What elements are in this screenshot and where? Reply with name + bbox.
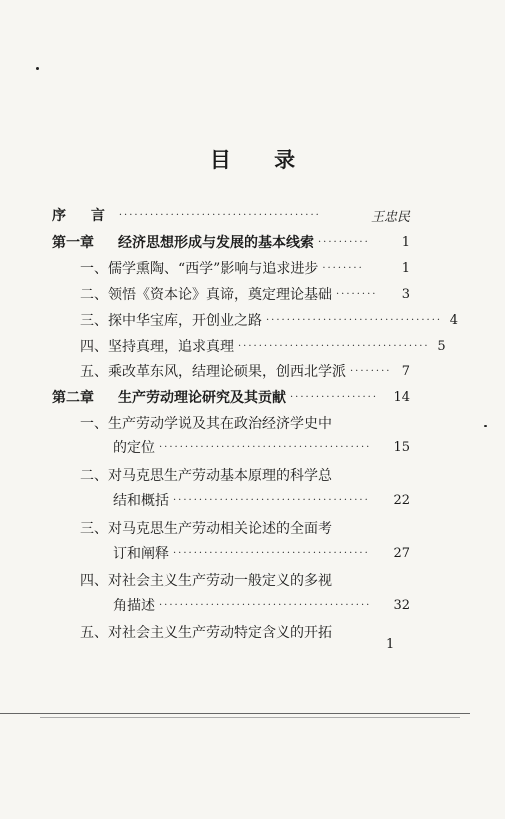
toc-entry-row bbox=[113, 540, 410, 566]
leader-dots: ········································· bbox=[159, 441, 372, 453]
section-title: 乘改革东风，结理论硕果，创西北学派 bbox=[108, 364, 346, 380]
section-title-continued: 角描述 bbox=[113, 598, 155, 614]
page-ref: 7 bbox=[401, 363, 410, 379]
page-ref: 1 bbox=[401, 234, 410, 250]
section-title: 生产劳动学说及其在政治经济学史中 bbox=[108, 416, 332, 432]
toc-entry-row bbox=[80, 619, 410, 645]
chapter-label: 第二章 bbox=[52, 390, 94, 406]
section-number: 二、 bbox=[80, 468, 108, 484]
chapter-label: 第一章 bbox=[52, 235, 94, 251]
page-ref: 14 bbox=[393, 389, 410, 405]
section-title: 对马克思生产劳动相关论述的全面考 bbox=[108, 521, 332, 537]
leader-dots: ·································· bbox=[266, 314, 443, 326]
section-title: 坚持真理，追求真理 bbox=[108, 339, 234, 355]
chapter-title: 经济思想形成与发展的基本线索 bbox=[118, 235, 314, 251]
toc-entry-row bbox=[80, 255, 410, 281]
page-title: 目 录 bbox=[209, 147, 314, 172]
toc-entry-row bbox=[113, 487, 410, 513]
section-title: 对社会主义生产劳动一般定义的多视 bbox=[108, 573, 332, 589]
section-title: 儒学熏陶、“西学”影响与追求进步 bbox=[108, 261, 319, 277]
leader-dots: ·········· bbox=[318, 236, 370, 248]
toc-entry-row bbox=[80, 307, 459, 333]
toc-entry-row bbox=[80, 567, 410, 593]
section-title: 领悟《资本论》真谛，奠定理论基础 bbox=[108, 287, 332, 303]
scan-speck bbox=[484, 425, 487, 427]
page-ref: 1 bbox=[401, 260, 410, 276]
toc-entry-row bbox=[80, 410, 410, 436]
scan-speck bbox=[36, 67, 39, 70]
section-title-continued: 的定位 bbox=[113, 440, 155, 456]
section-number: 二、 bbox=[80, 287, 108, 303]
chapter-title: 生产劳动理论研究及其贡献 bbox=[118, 390, 286, 406]
preface-label: 序 言 bbox=[52, 208, 115, 224]
section-number: 四、 bbox=[80, 339, 108, 355]
page-ref: 32 bbox=[393, 597, 410, 613]
page-ref: 4 bbox=[449, 312, 459, 328]
leader-dots: ········································· bbox=[159, 599, 372, 611]
toc-entry-row bbox=[80, 462, 410, 488]
page-ref: 3 bbox=[401, 286, 410, 302]
page-ref: 27 bbox=[393, 545, 410, 561]
section-title: 对社会主义生产劳动特定含义的开拓 bbox=[108, 625, 332, 641]
toc-entry-row bbox=[80, 333, 446, 359]
page-number: 1 bbox=[386, 637, 395, 652]
section-number: 一、 bbox=[80, 416, 108, 432]
section-number: 三、 bbox=[80, 313, 108, 329]
page-ref: 22 bbox=[393, 492, 410, 508]
toc-entry-row bbox=[113, 434, 410, 460]
leader-dots: ······································ bbox=[173, 494, 370, 506]
preface-author: 王忠民 bbox=[370, 209, 410, 225]
toc-entry-row bbox=[80, 281, 410, 307]
section-number: 三、 bbox=[80, 521, 108, 537]
section-number: 五、 bbox=[80, 625, 108, 641]
bottom-scan-line-faint bbox=[40, 717, 460, 718]
section-title-continued: 订和阐释 bbox=[113, 546, 169, 562]
section-number: 五、 bbox=[80, 364, 108, 380]
toc-entry-row bbox=[113, 592, 410, 618]
leader-dots: ········ bbox=[336, 288, 378, 300]
toc-entry-row bbox=[80, 358, 410, 384]
section-number: 一、 bbox=[80, 261, 108, 277]
section-title-continued: 结和概括 bbox=[113, 493, 169, 509]
section-number: 四、 bbox=[80, 573, 108, 589]
leader-dots: ····································· bbox=[238, 340, 430, 352]
bottom-scan-line bbox=[0, 713, 470, 714]
toc-chapter-row bbox=[52, 384, 410, 410]
toc-preface-row bbox=[52, 202, 410, 228]
toc-chapter-row bbox=[52, 229, 410, 255]
page-ref: 15 bbox=[393, 439, 410, 455]
leader-dots: ······································ bbox=[173, 547, 370, 559]
section-title: 对马克思生产劳动基本原理的科学总 bbox=[108, 468, 332, 484]
leader-dots: ················· bbox=[290, 391, 379, 403]
section-title: 探中华宝库，开创业之路 bbox=[108, 313, 262, 329]
page-ref: 5 bbox=[437, 338, 446, 354]
leader-dots: ········ bbox=[350, 365, 392, 377]
leader-dots: ······································· bbox=[118, 209, 321, 221]
leader-dots: ········ bbox=[322, 262, 364, 274]
toc-entry-row bbox=[80, 515, 410, 541]
